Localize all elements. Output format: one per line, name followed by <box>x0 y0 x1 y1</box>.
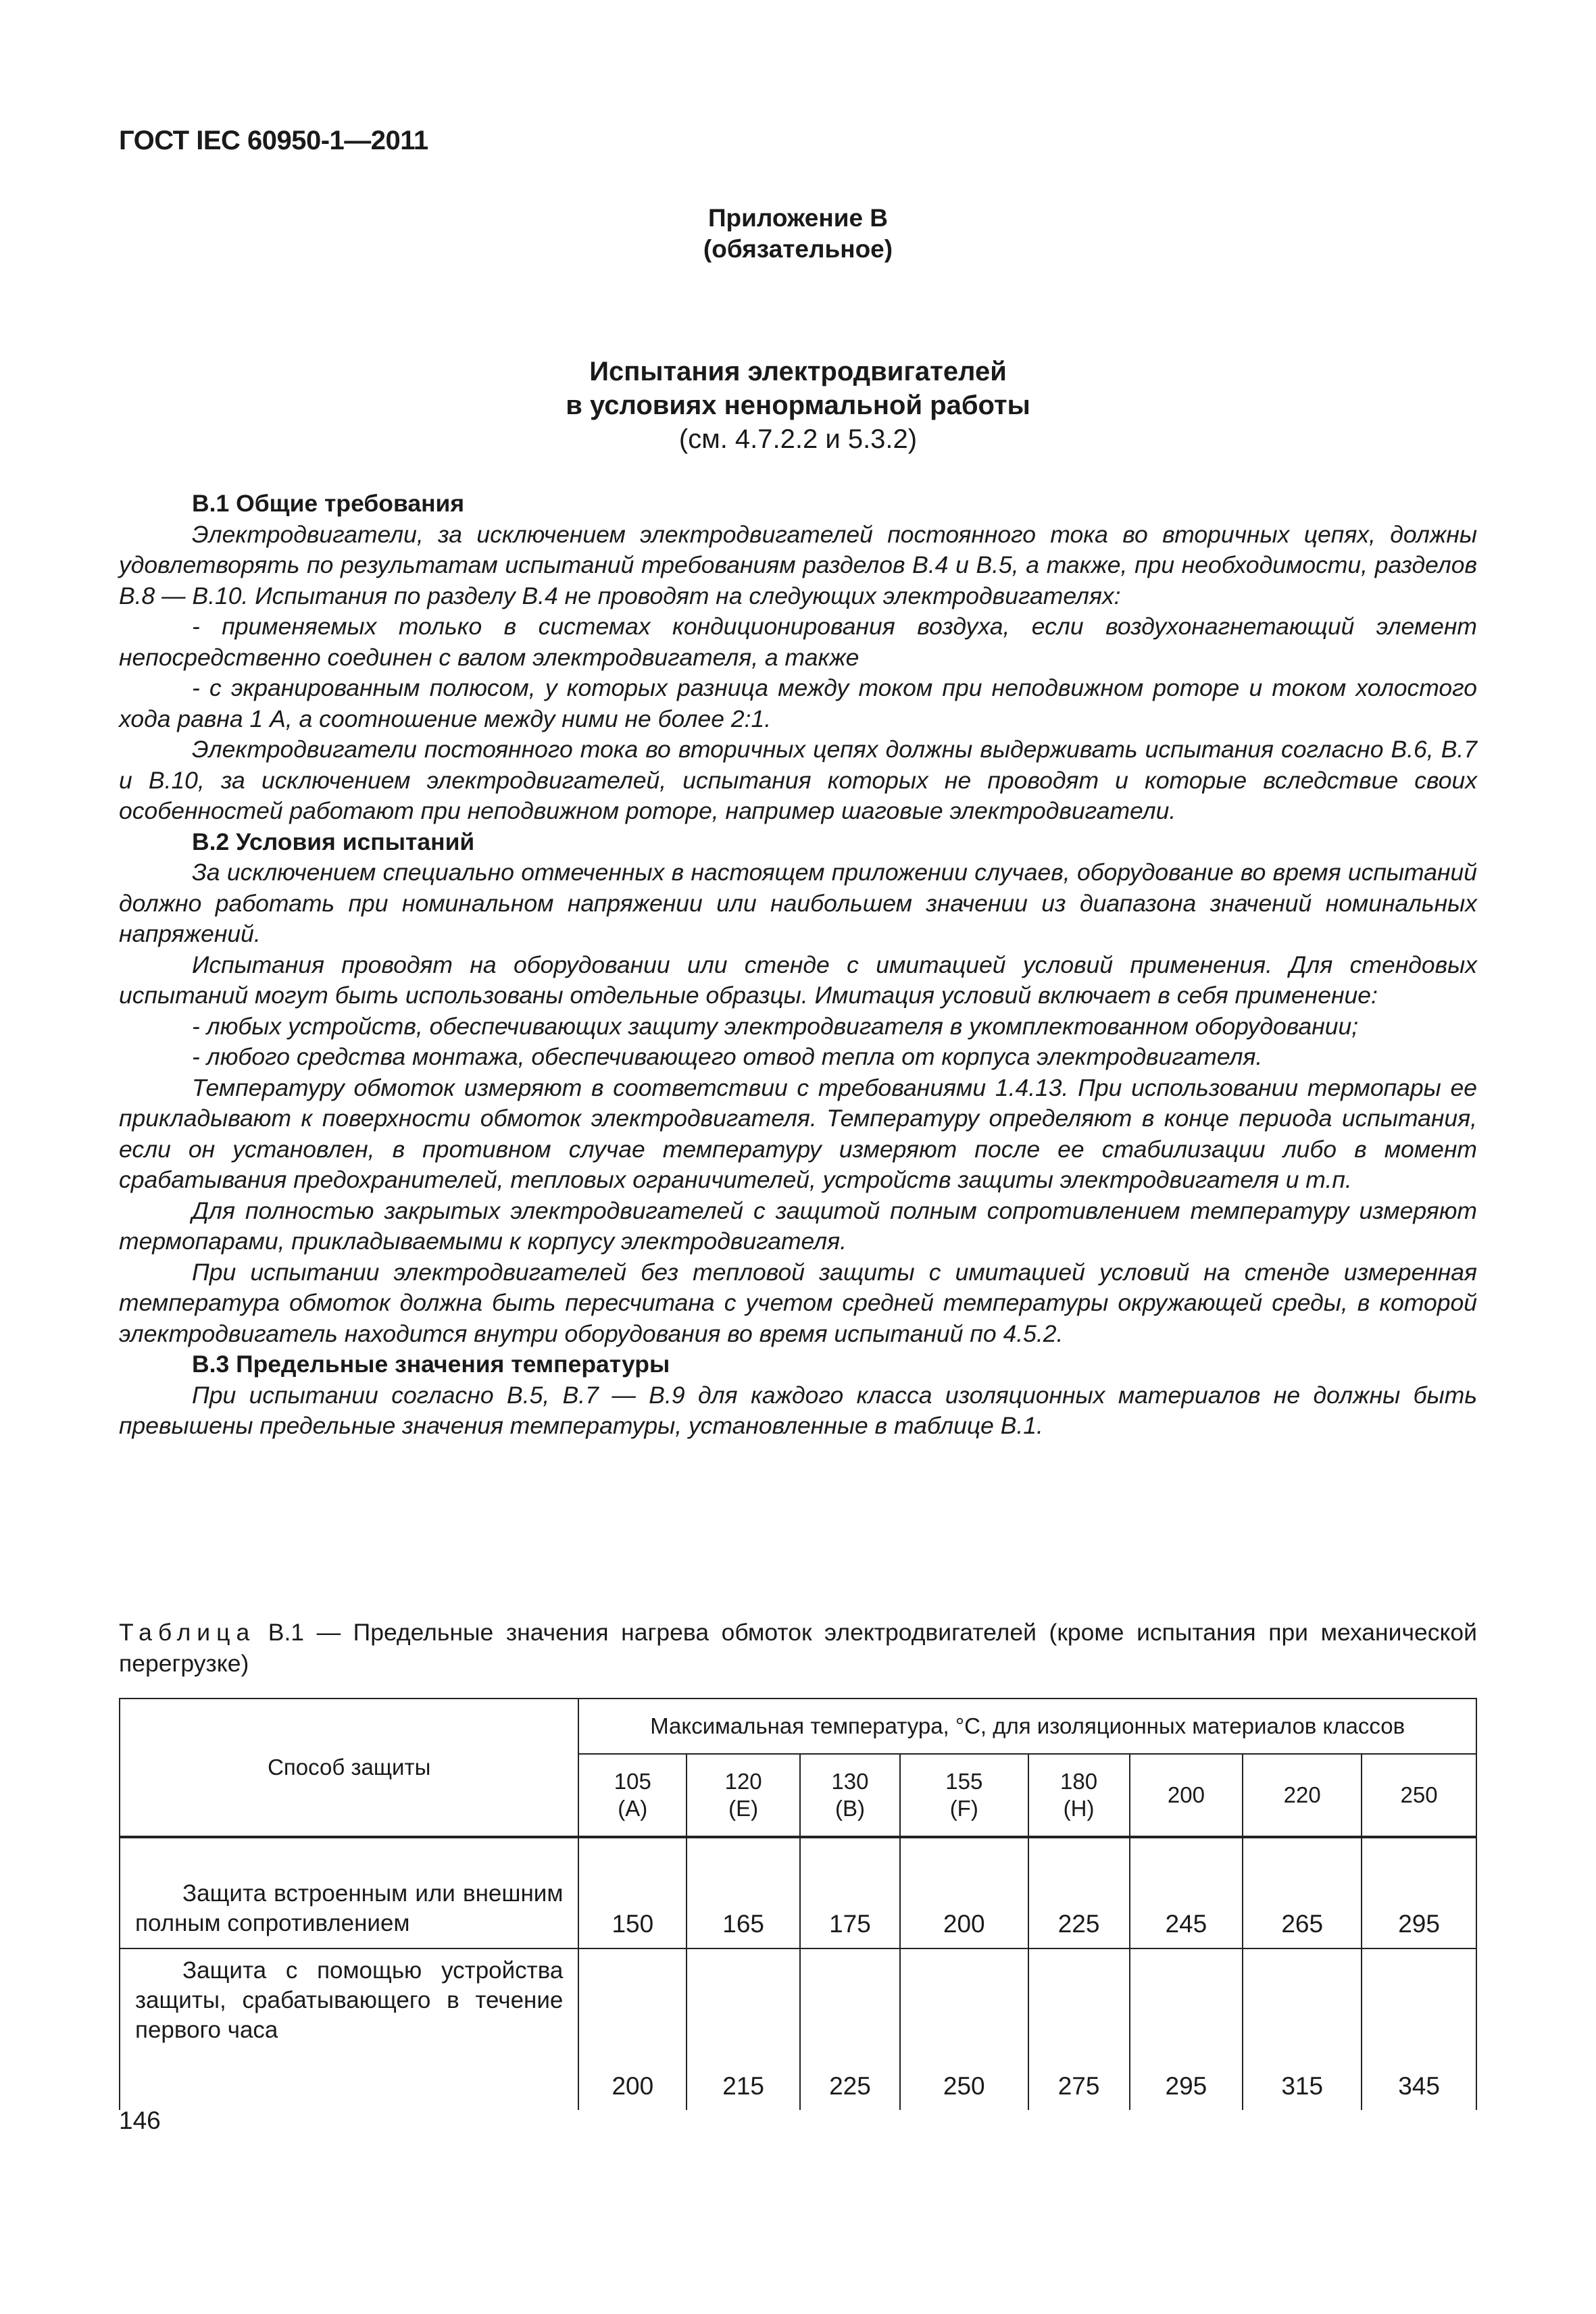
table-cell: 295 <box>1362 1845 1476 1948</box>
class-header: 105 (А) <box>578 1754 687 1837</box>
body-paragraph: Для полностью закрытых электродвигателей с защитой полным сопротивлением температуру измеряют термопарами, прикладываемыми к корпусу электродвигателя. <box>119 1197 1477 1255</box>
temperature-table <box>119 1698 1477 2110</box>
table-caption-text: — Предельные значения нагрева обмоток электродвигателей (кроме испытания при механической перегрузке) <box>119 1619 1477 1677</box>
standard-header: ГОСТ IEC 60950-1—2011 <box>119 126 428 155</box>
class-header: 220 <box>1243 1754 1362 1837</box>
table-cell: 275 <box>1028 1948 1130 2110</box>
body-paragraph: При испытании электродвигателей без тепловой защиты с имитацией условий на стенде измеренная температура обмоток должна быть пересчитана с учетом средней температуры окружающей среды, в которой электродвигатель находится внутри оборудования во время испытаний по 4.5.2. <box>119 1258 1477 1347</box>
section-heading: В.1 Общие требования <box>192 490 465 517</box>
body-paragraph: При испытании согласно В.5, В.7 — В.9 для каждого класса изоляционных материалов не должны быть превышены предельные значения температуры, установленные в таблице В.1. <box>119 1381 1477 1439</box>
table-cell: 150 <box>578 1845 687 1948</box>
list-item: - любых устройств, обеспечивающих защиту электродвигателя в укомплектованном оборудовании; <box>192 1012 1359 1040</box>
table-cell: 175 <box>800 1845 900 1948</box>
col-header-group: Максимальная температура, °С, для изоляционных материалов классов <box>578 1699 1476 1754</box>
section-title <box>0 355 1596 456</box>
section-title-line1: Испытания электродвигателей <box>589 357 1007 386</box>
appendix-status: (обязательное) <box>703 235 893 263</box>
class-header: 130 (В) <box>800 1754 900 1837</box>
col-header-method: Способ защиты <box>120 1699 578 1837</box>
section-title-ref: (см. 4.7.2.2 и 5.3.2) <box>678 424 918 454</box>
class-header: 180 (Н) <box>1028 1754 1130 1837</box>
table-row <box>120 1845 1476 1948</box>
table-cell: 315 <box>1243 1948 1362 2110</box>
list-item: - применяемых только в системах кондиционирования воздуха, если воздухонагнетающий элемент непосредственно соединен с валом электродвигателя, а также <box>119 613 1477 671</box>
table-cell: 200 <box>900 1845 1028 1948</box>
class-header: 120 (Е) <box>687 1754 800 1837</box>
table-cell: 165 <box>687 1845 800 1948</box>
body-paragraph: Испытания проводят на оборудовании или стенде с имитацией условий применения. Для стендовых испытаний могут быть использованы отдельные образцы. Имитация условий включает в себя применение: <box>119 951 1477 1009</box>
table-cell: 250 <box>900 1948 1028 2110</box>
table-caption <box>119 1617 1477 1679</box>
table-caption-number: В.1 <box>268 1619 305 1646</box>
body-paragraph: Температуру обмоток измеряют в соответствии с требованиями 1.4.13. При использовании термопары ее прикладывают к поверхности обмоток электродвигателя. Температуру определяют в конце периода испытания, если он установлен, в противном случае температуру измеряют после ее стабилизации либо в момент срабатывания предохранителей, тепловых ограничителей, устройств защиты электродвигателя и т.п. <box>119 1074 1477 1193</box>
page-number: 146 <box>119 2107 161 2134</box>
table-cell: 245 <box>1130 1845 1243 1948</box>
table-cell: 225 <box>800 1948 900 2110</box>
row-method: Защита с помощью устройства защиты, срабатывающего в течение первого часа <box>120 1948 578 2110</box>
table-cell: 225 <box>1028 1845 1130 1948</box>
row-method: Защита встроенным или внешним полным сопротивлением <box>120 1845 578 1948</box>
appendix-heading <box>0 203 1596 265</box>
document-body <box>119 488 1477 1442</box>
section-heading: В.2 Условия испытаний <box>192 828 475 855</box>
body-paragraph: Электродвигатели, за исключением электродвигателей постоянного тока во вторичных цепях, должны удовлетворять по результатам испытаний требованиям разделов В.4 и В.5, а также, при необходимости, разделов В.8 — В.10. Испытания по разделу В.4 не проводят на следующих электродвигателях: <box>119 520 1477 609</box>
class-header: 200 <box>1130 1754 1243 1837</box>
body-paragraph: За исключением специально отмеченных в настоящем приложении случаев, оборудование во время испытаний должно работать при номинальном напряжении или наибольшем значении из диапазона значений номинальных напряжений. <box>119 859 1477 947</box>
section-heading: В.3 Предельные значения температуры <box>192 1351 670 1378</box>
section-title-line2: в условиях ненормальной работы <box>566 391 1030 420</box>
table-cell: 295 <box>1130 1948 1243 2110</box>
table-cell: 200 <box>578 1948 687 2110</box>
class-header: 155 (F) <box>900 1754 1028 1837</box>
table-header-separator <box>120 1837 1476 1845</box>
table-caption-label: Таблица <box>119 1619 256 1646</box>
list-item: - с экранированным полюсом, у которых разница между током при неподвижном роторе и током холостого хода равна 1 А, а соотношение между ними не более 2:1. <box>119 674 1477 732</box>
table-row <box>120 1948 1476 2110</box>
appendix-title: Приложение В <box>707 204 889 232</box>
list-item: - любого средства монтажа, обеспечивающего отвод тепла от корпуса электродвигателя. <box>192 1043 1263 1070</box>
table-cell: 345 <box>1362 1948 1476 2110</box>
body-paragraph: Электродвигатели постоянного тока во вторичных цепях должны выдерживать испытания согласно В.6, В.7 и В.10, за исключением электродвигателей, испытания которых не проводят и которые вследствие своих особенностей работают при неподвижном роторе, например шаговые электродвигатели. <box>119 736 1477 824</box>
class-header: 250 <box>1362 1754 1476 1837</box>
table-cell: 215 <box>687 1948 800 2110</box>
table-cell: 265 <box>1243 1845 1362 1948</box>
